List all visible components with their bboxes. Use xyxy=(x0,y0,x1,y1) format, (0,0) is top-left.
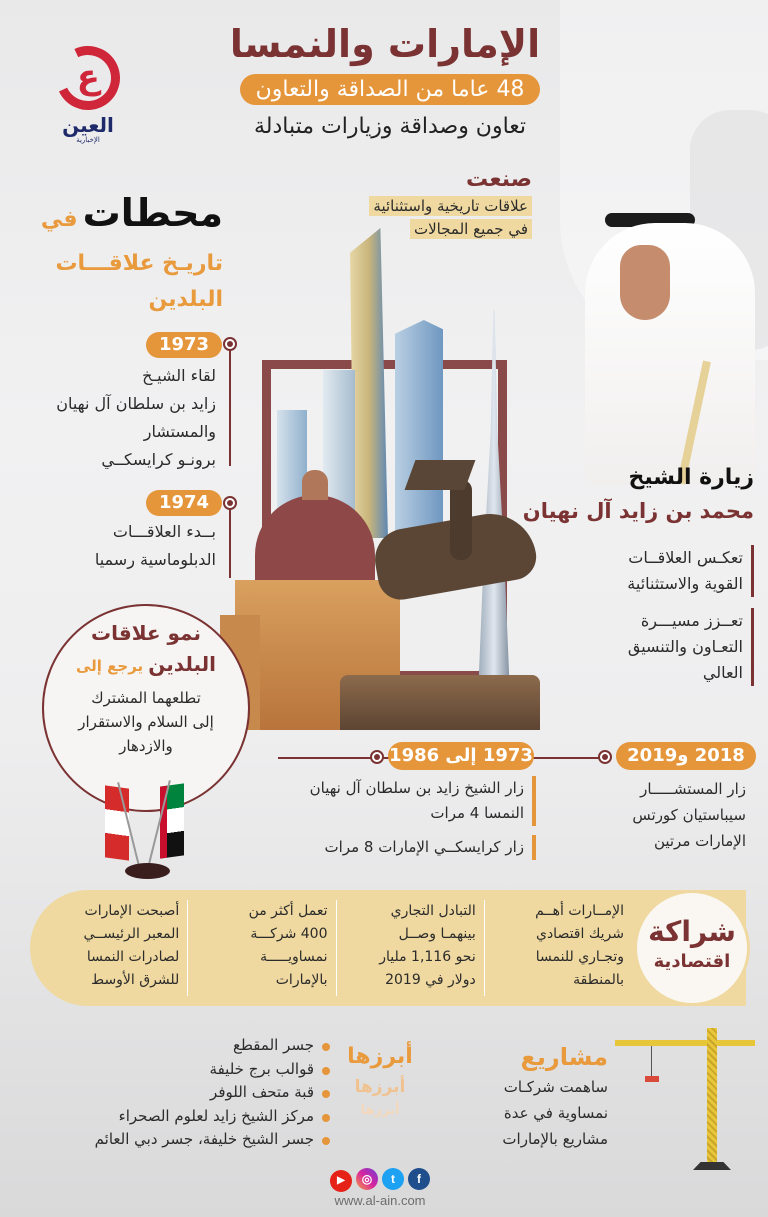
face xyxy=(620,245,670,320)
partnership-col xyxy=(187,900,335,996)
page-title: الإمارات والنمسا xyxy=(229,22,541,66)
visit-text: القوية والاستثنائية xyxy=(627,574,743,593)
timeline-mid-item-2 xyxy=(632,776,746,854)
timeline-dot xyxy=(370,750,384,764)
partnership-text: الإمــارات أهــم xyxy=(535,903,624,919)
partnership-text: بالمنطقة xyxy=(573,972,624,988)
year-badge-1973-1986: 1973 إلى 1986 xyxy=(388,742,534,770)
partnership-text: أصبحت الإمارات xyxy=(84,903,180,919)
partnership-text: لصادرات النمسا xyxy=(86,949,180,965)
youtube-icon[interactable]: ▶ xyxy=(330,1170,352,1192)
visit-text: العالي xyxy=(702,663,743,682)
brand-subtitle: الإخبارية xyxy=(76,136,100,144)
timeline-left-item-2 xyxy=(95,518,216,574)
highlight-item: مركز الشيخ زايد لعلوم الصحراء xyxy=(95,1105,330,1129)
highlight-item: جسر المقطع xyxy=(95,1034,330,1058)
partnership-text: شريك اقتصادي xyxy=(535,926,624,942)
partnership-badge-subtitle: اقتصادية xyxy=(653,951,731,972)
highlights-title-echo: أبرزها xyxy=(360,1103,400,1118)
facebook-icon[interactable]: f xyxy=(408,1168,430,1190)
milestones-word2: في xyxy=(40,207,78,232)
milestones-heading xyxy=(3,188,223,318)
partnership-text: نمساويـــــة xyxy=(260,949,328,965)
milestones-line2: تاريـخ علاقـــات xyxy=(55,251,223,276)
partnership-text: التبادل التجاري xyxy=(390,903,476,919)
highlights-title: أبرزها xyxy=(347,1044,413,1069)
milestones-line3: البلدين xyxy=(148,287,223,312)
partnership-text: وتجـاري للنمسا xyxy=(535,949,624,965)
made-heading: صنعت xyxy=(466,167,532,192)
growth-text: والازدهار xyxy=(119,737,173,755)
timeline-text: النمسا 4 مرات xyxy=(430,804,524,822)
header xyxy=(210,18,570,145)
partnership-text: دولار في 2019 xyxy=(385,972,476,988)
uae-flag-icon xyxy=(160,783,184,858)
brand-logo xyxy=(48,46,128,144)
visit-point-1 xyxy=(627,545,754,597)
visit-text: تعــزز مسيـــرة xyxy=(640,611,743,630)
austria-flag-icon xyxy=(105,785,129,860)
timeline-text: سيباستيان كورتس xyxy=(632,806,746,824)
highlight-item: جسر الشيخ خليفة، جسر دبي العائم xyxy=(95,1128,330,1152)
crane-icon xyxy=(615,1020,760,1172)
highlights-list xyxy=(95,1034,330,1152)
partnership-text: للشرق الأوسط xyxy=(91,972,180,988)
timeline-text: برونـو كرايسكــي xyxy=(101,450,216,469)
projects-text: نمساوية في عدة xyxy=(503,1104,608,1122)
statue-pedestal xyxy=(340,675,540,730)
visit-heading: زيارة الشيخ xyxy=(628,465,754,490)
visit-text: تعكـس العلاقــات xyxy=(628,548,743,567)
partnership-text: بينهمـا وصــل xyxy=(398,926,476,942)
timeline-text: زار كرايسكــي الإمارات 8 مرات xyxy=(324,838,524,856)
partnership-col xyxy=(336,900,484,996)
timeline-text: زار المستشـــــار xyxy=(640,780,746,798)
made-line-1: علاقات تاريخية واستثنائية xyxy=(369,196,532,216)
highlight-item: قوالب برج خليفة xyxy=(95,1058,330,1082)
social-icons xyxy=(318,1168,442,1192)
timeline-left-item-1 xyxy=(56,362,216,474)
highlights-title-echo: أبرزها xyxy=(354,1077,406,1097)
milestones-word1: محطات xyxy=(82,191,223,235)
partnership-text: بالإمارات xyxy=(275,972,328,988)
visit-section xyxy=(523,462,754,528)
timeline-mid-item-1a xyxy=(310,776,536,826)
growth-line2-dark: البلدين xyxy=(148,652,217,676)
flags-stand xyxy=(100,775,195,885)
made-line-2: في جميع المجالات xyxy=(410,219,532,239)
year-badge-1974: 1974 xyxy=(146,490,222,516)
header-subtitle: تعاون وصداقة وزيارات متبادلة xyxy=(253,114,527,139)
ghutra xyxy=(585,223,755,485)
partnership-text: 400 شركـــة xyxy=(250,926,328,942)
growth-line2-orange: يرجع إلى xyxy=(75,657,144,675)
logo-glyph: ع xyxy=(76,57,100,98)
timeline-text: والمستشار xyxy=(143,422,216,441)
visit-text: التعـاون والتنسيق xyxy=(627,637,743,656)
partnership-badge-title: شراكة xyxy=(648,915,736,948)
timeline-text: لقاء الشيـخ xyxy=(142,366,216,385)
logo-ring-icon xyxy=(47,37,129,119)
growth-body xyxy=(44,686,248,758)
instagram-icon[interactable]: ◎ xyxy=(356,1168,378,1190)
highlights-heading xyxy=(340,1040,420,1122)
footer-url[interactable]: www.al-ain.com xyxy=(334,1193,426,1208)
projects-text: ساهمت شركـات xyxy=(503,1078,608,1096)
timeline-text: زار الشيخ زايد بن سلطان آل نهيان xyxy=(309,779,524,797)
timeline-mid-item-1b xyxy=(325,835,536,860)
partnership-columns xyxy=(40,900,632,996)
projects-text: مشاريع بالإمارات xyxy=(502,1130,608,1148)
timeline-text: زايد بن سلطان آل نهيان xyxy=(56,394,216,413)
year-badge-1973: 1973 xyxy=(146,332,222,358)
partnership-col xyxy=(40,900,187,996)
visit-name: محمد بن زايد آل نهيان xyxy=(522,499,754,523)
projects-section xyxy=(502,1040,608,1152)
partnership-badge xyxy=(634,890,750,1006)
growth-text: تطلعهما المشترك xyxy=(91,689,201,707)
twitter-icon[interactable]: t xyxy=(382,1168,404,1190)
flag-base xyxy=(125,863,170,879)
timeline-text: بــدء العلاقـــات xyxy=(112,522,216,541)
highlight-item: قبة متحف اللوفر xyxy=(95,1081,330,1105)
growth-text: إلى السلام والاستقرار xyxy=(78,713,214,731)
timeline-dot xyxy=(598,750,612,764)
year-badge-2018-2019: 2018 و2019 xyxy=(616,742,756,770)
partnership-text: المعبر الرئيســي xyxy=(83,926,180,942)
footer xyxy=(318,1168,442,1208)
partnership-text: نحو 1,116 مليار xyxy=(379,949,476,965)
growth-line1: نمو علاقات xyxy=(91,621,201,645)
partnership-col xyxy=(484,900,632,996)
header-pill: 48 عاما من الصداقة والتعاون xyxy=(240,74,541,105)
brand-name: العين xyxy=(62,113,114,137)
timeline-text: الدبلوماسية رسميا xyxy=(94,550,216,569)
visit-point-2 xyxy=(628,608,754,686)
timeline-text: الإمارات مرتين xyxy=(653,832,746,850)
projects-heading: مشاريع xyxy=(520,1043,608,1071)
partnership-text: تعمل أكثر من xyxy=(248,903,328,919)
